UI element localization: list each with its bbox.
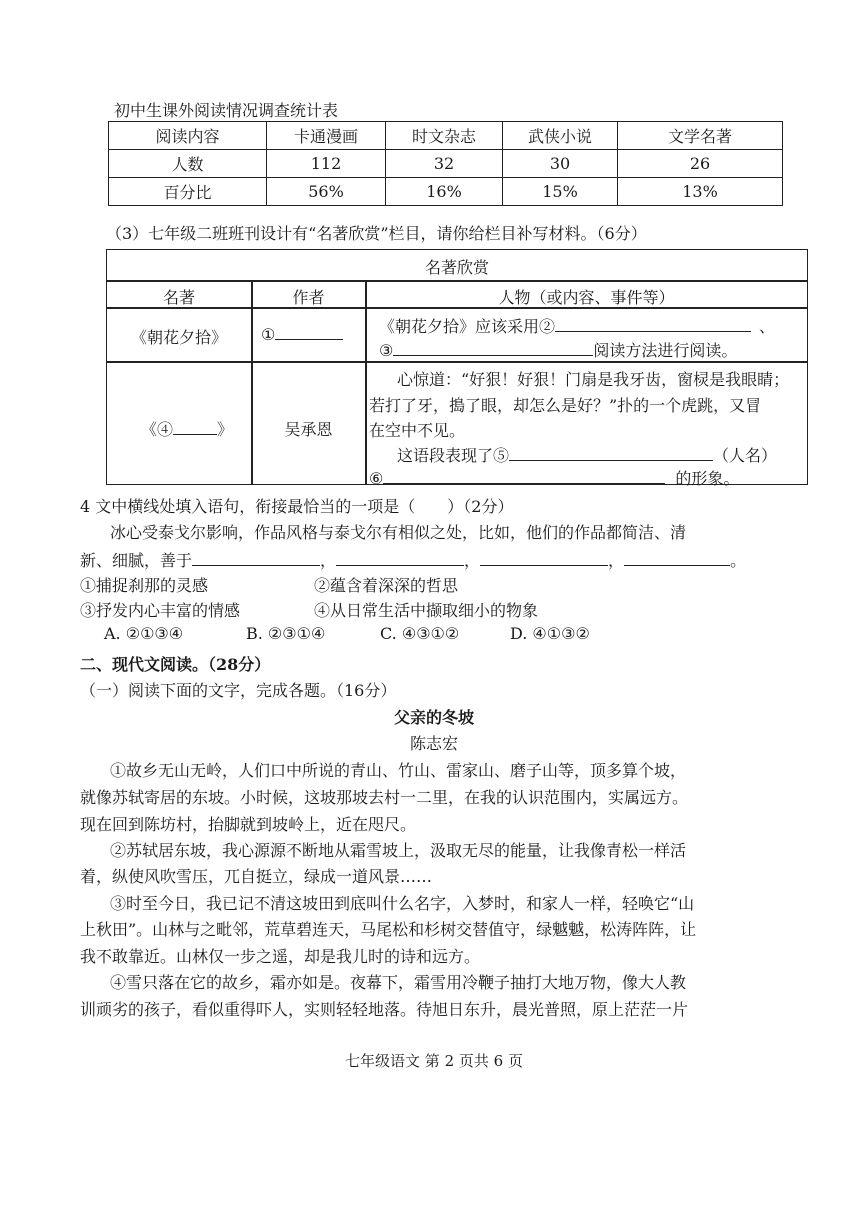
table-cell: 112 <box>267 150 386 178</box>
table-header-cell: 文学名著 <box>618 122 783 150</box>
table-cell: 百分比 <box>109 178 267 206</box>
option-2: ②蕴含着深深的哲思 <box>314 576 459 595</box>
table-header-cell: 卡通漫画 <box>267 122 386 150</box>
answer-blank[interactable] <box>480 551 608 566</box>
content-text: 《④ <box>141 420 174 439</box>
content-text: 》 <box>217 420 234 439</box>
choice-b[interactable]: B. ②③①④ <box>246 624 326 643</box>
blank-marker: ① <box>261 325 276 344</box>
answer-line <box>397 443 777 466</box>
paragraph-line: ②苏轼居东坡，我心源源不断地从霜雪坡上，汲取无尽的能量，让我像青松一样活 <box>110 841 687 860</box>
content-text: 的形象。 <box>675 469 740 488</box>
page-footer: 七年级语文 第 2 页共 6 页 <box>345 1052 523 1070</box>
answer-blank[interactable] <box>173 420 217 435</box>
masterpiece-table <box>106 249 808 488</box>
answer-blank[interactable] <box>555 317 751 332</box>
book-title-blank <box>141 417 233 440</box>
content-line <box>379 314 775 337</box>
table-cell: 26 <box>618 150 783 178</box>
choice-d[interactable]: D. ④①③② <box>510 624 590 643</box>
table-cell: 32 <box>386 150 503 178</box>
paragraph-line: ①故乡无山无岭，人们口中所说的青山、竹山、雷家山、磨子山等，顶多算个坡， <box>110 761 687 780</box>
table-cell: 56% <box>267 178 386 206</box>
paragraph-line: 现在回到陈坊村，抬脚就到坡岭上，近在咫尺。 <box>80 815 417 834</box>
article-author: 陈志宏 <box>409 734 458 753</box>
answer-blank[interactable] <box>624 551 730 566</box>
table-header-cell: 阅读内容 <box>109 122 267 150</box>
table-row <box>109 150 783 178</box>
paragraph-line: 上秋田”。山林与之毗邻，荒草碧连天，马尾松和杉树交替值守，绿魆魆，松涛阵阵，让 <box>80 920 697 939</box>
answer-blank[interactable] <box>509 446 713 461</box>
q4-passage-line: 冰心受泰戈尔影响，作品风格与泰戈尔有相似之处，比如，他们的作品都简洁、清 <box>110 523 687 542</box>
table-cell: 30 <box>503 150 618 178</box>
table-header-cell: 时文杂志 <box>386 122 503 150</box>
option-3: ③抒发内心丰富的情感 <box>80 601 241 620</box>
content-text: ⑥ <box>369 469 384 488</box>
content-text: 这语段表现了⑤ <box>397 446 510 465</box>
table-title: 名著欣赏 <box>424 258 489 277</box>
sub-heading: （一）阅读下面的文字，完成各题。（16分） <box>80 681 397 700</box>
quote-line: 心惊道：“好狠！好狠！门扇是我牙齿，窗棂是我眼睛； <box>397 370 790 389</box>
answer-blank[interactable] <box>192 551 320 566</box>
book-title: 《朝花夕拾》 <box>130 328 227 347</box>
table-header-cell: 武侠小说 <box>503 122 618 150</box>
answer-blank[interactable] <box>393 341 593 356</box>
col-header-author: 作者 <box>292 288 325 307</box>
survey-table <box>108 121 783 206</box>
paragraph-line: 训顽劣的孩子，看似重得吓人，实则轻轻地落。待旭日东升，晨光普照，原上茫茫一片 <box>80 1000 689 1019</box>
content-text: ③ <box>379 341 394 360</box>
content-text: 新、细腻，善于 <box>80 551 193 570</box>
option-4: ④从日常生活中撷取细小的物象 <box>314 601 539 620</box>
section-heading: 二、现代文阅读。（28分） <box>80 655 271 674</box>
survey-caption: 初中生课外阅读情况调查统计表 <box>114 101 339 120</box>
table-row <box>109 122 783 150</box>
content-text: 《朝花夕拾》应该采用② <box>379 317 556 336</box>
choice-c[interactable]: C. ④③①② <box>380 624 460 643</box>
table-cell: 13% <box>618 178 783 206</box>
content-text: 阅读方法进行阅读。 <box>593 341 738 360</box>
table-cell: 人数 <box>109 150 267 178</box>
paragraph-line: ④雪只落在它的故乡，霜亦如是。夜幕下，霜雪用冷鞭子抽打大地万物，像大人教 <box>110 973 687 992</box>
option-1: ①捕捉刹那的灵感 <box>80 576 209 595</box>
col-header-content: 人物（或内容、事件等） <box>498 288 675 307</box>
answer-line <box>369 466 739 489</box>
table-row <box>109 178 783 206</box>
content-line <box>379 338 737 361</box>
choice-a[interactable]: A. ②①③④ <box>104 624 184 643</box>
q4-prompt: 4 文中横线处填入语句，衔接最恰当的一项是（ ）（2分） <box>80 497 514 516</box>
paragraph-line: 着，纵使风吹雪压，兀自挺立，绿成一道风景…… <box>80 867 433 886</box>
col-header-book: 名著 <box>162 288 195 307</box>
table-cell: 15% <box>503 178 618 206</box>
author-blank <box>261 325 343 344</box>
q4-passage-line: 新、细腻，善于 ， ， ， 。 <box>80 551 747 570</box>
answer-blank[interactable] <box>275 325 343 340</box>
author-name: 吴承恩 <box>284 420 333 439</box>
content-text: （人名） <box>713 446 778 465</box>
quote-line: 若打了牙，搗了眼，却怎么是好？”扑的一个虎跳，又冒 <box>369 396 762 415</box>
content-text: 、 <box>759 317 776 336</box>
paragraph-line: ③时至今日，我已记不清这坡田到底叫什么名字，入梦时，和家人一样，轻唤它“山 <box>110 894 695 913</box>
table-cell: 16% <box>386 178 503 206</box>
q3-prompt: （3）七年级二班班刊设计有“名著欣赏”栏目，请你给栏目补写材料。（6分） <box>106 224 647 243</box>
answer-blank[interactable] <box>336 551 464 566</box>
paragraph-line: 我不敢靠近。山林仅一步之遥，却是我儿时的诗和远方。 <box>80 947 481 966</box>
answer-blank[interactable] <box>383 469 665 484</box>
paragraph-line: 就像苏轼寄居的东坡。小时候，这坡那坡去村一二里，在我的认识范围内，实属远方。 <box>80 788 689 807</box>
quote-line: 在空中不见。 <box>369 421 466 440</box>
article-title: 父亲的冬坡 <box>393 708 474 727</box>
